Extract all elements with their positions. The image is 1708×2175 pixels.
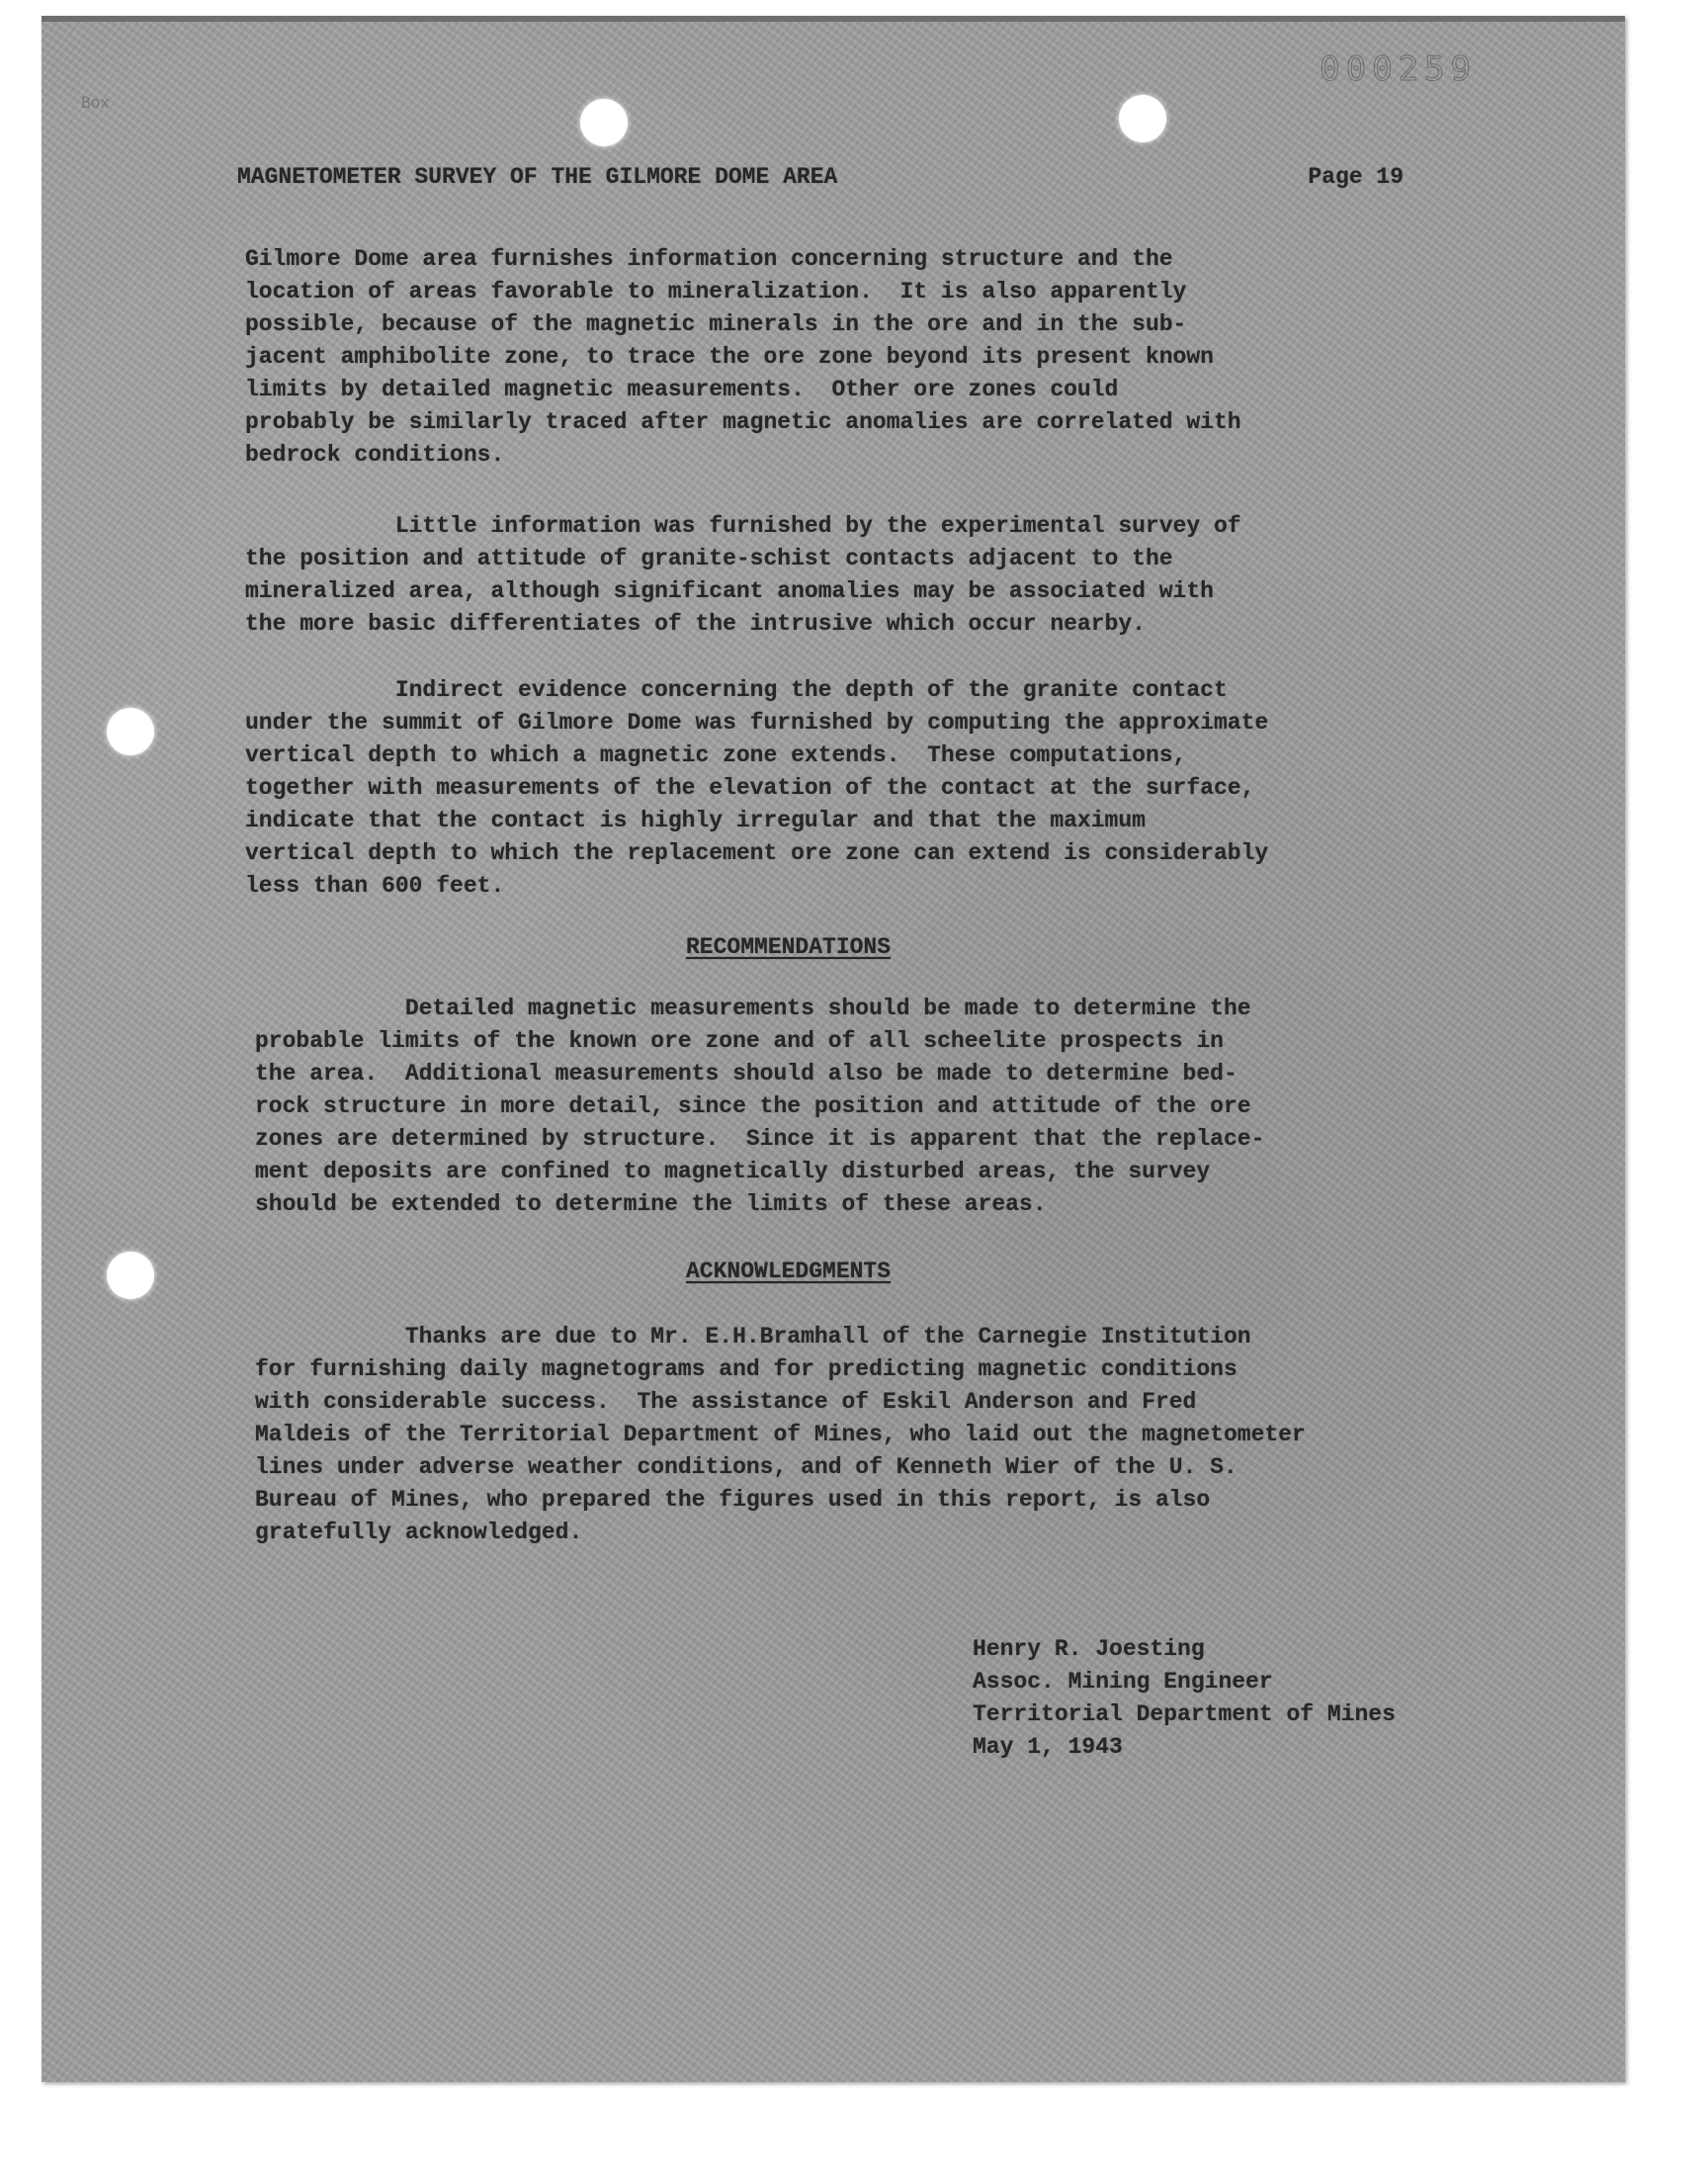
signature-department: Territorial Department of Mines xyxy=(973,1701,1396,1727)
text-line: Maldeis of the Territorial Department of Mines, who laid out the magnetometer xyxy=(255,1422,1306,1447)
text-line: Thanks are due to Mr. E.H.Bramhall of the Carnegie Institution xyxy=(404,1324,1251,1349)
heading-acknowledgments: ACKNOWLEDGMENTS xyxy=(686,1259,892,1284)
text-line: Bureau of Mines, who prepared the figures used in this report, is also xyxy=(255,1487,1211,1513)
punch-hole-top-right xyxy=(1119,95,1166,142)
text-line: gratefully acknowledged. xyxy=(255,1520,583,1545)
text-line: the area. Additional measurements should also be made to determine bed- xyxy=(255,1061,1238,1087)
paragraph-1 xyxy=(245,243,1241,472)
text-line: bedrock conditions. xyxy=(245,442,505,468)
corner-mark: Box xyxy=(81,93,110,112)
text-line: probable limits of the known ore zone and of all scheelite prospects in xyxy=(255,1028,1224,1054)
text-line: the more basic differentiates of the intrusive which occur nearby. xyxy=(245,611,1146,637)
signature-date: May 1, 1943 xyxy=(973,1734,1123,1760)
text-line: mineralized area, although significant anomalies may be associated with xyxy=(245,578,1214,604)
text-line: Little information was furnished by the experimental survey of xyxy=(394,513,1241,539)
text-line: zones are determined by structure. Since it is apparent that the replace- xyxy=(255,1126,1265,1152)
scanned-page xyxy=(42,16,1625,2082)
text-line: Indirect evidence concerning the depth of the granite contact xyxy=(394,677,1228,703)
paragraph-2 xyxy=(245,510,1241,641)
heading-recommendations: RECOMMENDATIONS xyxy=(686,934,892,960)
text-line: rock structure in more detail, since the position and attitude of the ore xyxy=(255,1093,1251,1119)
text-line: possible, because of the magnetic minerals in the ore and in the sub- xyxy=(245,311,1187,337)
text-line: less than 600 feet. xyxy=(245,873,505,899)
page-header xyxy=(237,161,1404,194)
text-line: should be extended to determine the limits of these areas. xyxy=(255,1191,1047,1217)
text-line: vertical depth to which a magnetic zone extends. These computations, xyxy=(245,742,1187,768)
punch-hole-lower xyxy=(107,1252,154,1299)
signature-block xyxy=(973,1633,1396,1764)
signature-title: Assoc. Mining Engineer xyxy=(973,1669,1273,1695)
text-line: together with measurements of the elevation of the contact at the surface, xyxy=(245,775,1255,801)
text-line: with considerable success. The assistance of Eskil Anderson and Fred xyxy=(255,1389,1197,1415)
text-line: indicate that the contact is highly irregular and that the maximum xyxy=(245,808,1146,833)
punch-hole-top-left xyxy=(580,99,628,146)
text-line: jacent amphibolite zone, to trace the ore zone beyond its present known xyxy=(245,344,1214,370)
text-line: lines under adverse weather conditions, and of Kenneth Wier of the U. S. xyxy=(255,1454,1238,1480)
report-title: MAGNETOMETER SURVEY OF THE GILMORE DOME AREA xyxy=(237,164,838,190)
text-line: ment deposits are confined to magnetically disturbed areas, the survey xyxy=(255,1159,1211,1184)
text-line: the position and attitude of granite-schist contacts adjacent to the xyxy=(245,546,1173,571)
paragraph-3 xyxy=(245,674,1268,903)
text-line: under the summit of Gilmore Dome was furnished by computing the approximate xyxy=(245,710,1269,736)
punch-hole-middle xyxy=(107,708,154,755)
page-number: Page 19 xyxy=(1308,164,1404,190)
text-line: Detailed magnetic measurements should be made to determine the xyxy=(404,996,1251,1021)
text-line: Gilmore Dome area furnishes information concerning structure and the xyxy=(245,246,1173,272)
page-stamp-number: 000259 xyxy=(1320,49,1477,89)
text-line: location of areas favorable to mineralization. It is also apparently xyxy=(245,279,1187,304)
signature-name: Henry R. Joesting xyxy=(973,1636,1205,1662)
paragraph-4 xyxy=(255,993,1264,1221)
text-line: probably be similarly traced after magnetic anomalies are correlated with xyxy=(245,409,1241,435)
text-line: limits by detailed magnetic measurements. Other ore zones could xyxy=(245,377,1119,402)
text-line: for furnishing daily magnetograms and for predicting magnetic conditions xyxy=(255,1356,1238,1382)
paragraph-5 xyxy=(255,1321,1306,1549)
text-line: vertical depth to which the replacement ore zone can extend is considerably xyxy=(245,840,1269,866)
